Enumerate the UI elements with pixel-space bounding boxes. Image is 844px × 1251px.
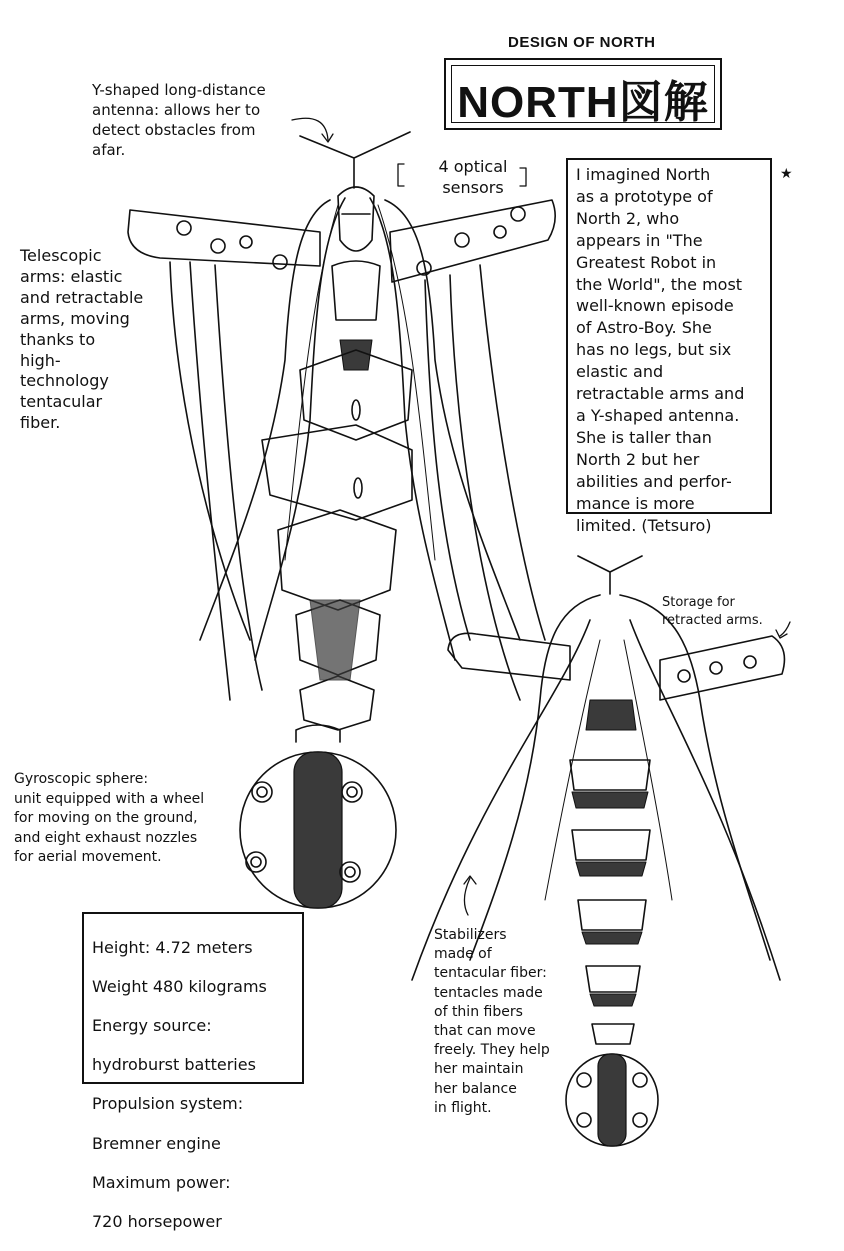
stabilizers-label: Stabilizers made of tentacular fiber: tentacles made of thin fibers that can move freely. They help her maintain her balance in flight. [434,927,550,1116]
antenna-back [578,556,642,594]
specs-box [82,912,304,1231]
segment-2 [262,425,412,520]
sensors-bracket-left [398,164,404,186]
torso [332,261,380,320]
sensors-label: 4 optical sensors [438,157,508,197]
page-title: NORTH図解 [457,78,709,127]
commentary-box [566,158,772,535]
antenna-label: Y-shaped long-distance antenna: allows her to detect obstacles from afar. [92,81,266,159]
sphere-label: Gyroscopic sphere: unit equipped with a wheel for moving on the ground, and eight exhaust nozzles for aerial movement. [14,771,205,865]
arms-label: Telescopic arms: elastic and retractable arms, moving thanks to high- technology tentacular fiber. [20,246,144,433]
segment-3 [278,510,396,610]
spec-line: 720 horsepower [92,1211,222,1231]
title-frame [444,58,722,130]
specs-list [92,918,302,1251]
spec-line: Height: 4.72 meters [92,937,253,957]
head [338,187,374,251]
storage-label: Storage for retracted arms. [662,595,763,628]
right-wing [390,200,555,282]
design-heading: DESIGN OF NORTH [508,34,656,51]
spec-line: Maximum power: [92,1172,231,1192]
spec-line: Bremner engine [92,1133,221,1153]
antenna-front [300,132,410,188]
stabilizers-arrow [464,878,470,915]
spec-line: hydroburst batteries [92,1055,256,1075]
commentary-text: I imagined North as a prototype of North 2, who appears in "The Greatest Robot in the World", the most well-known episode of Astro-Boy. She has no legs, but six elastic and retractable arms and a Y-shaped antenna. She is taller than North 2 but her abilities and perfor- mance is more limited. (Tetsuro) [576,165,745,535]
spec-line: Weight 480 kilograms [92,976,267,996]
spec-line: Energy source: [92,1015,212,1035]
spec-line: Propulsion system: [92,1094,244,1114]
star-icon: ★ [780,166,793,182]
